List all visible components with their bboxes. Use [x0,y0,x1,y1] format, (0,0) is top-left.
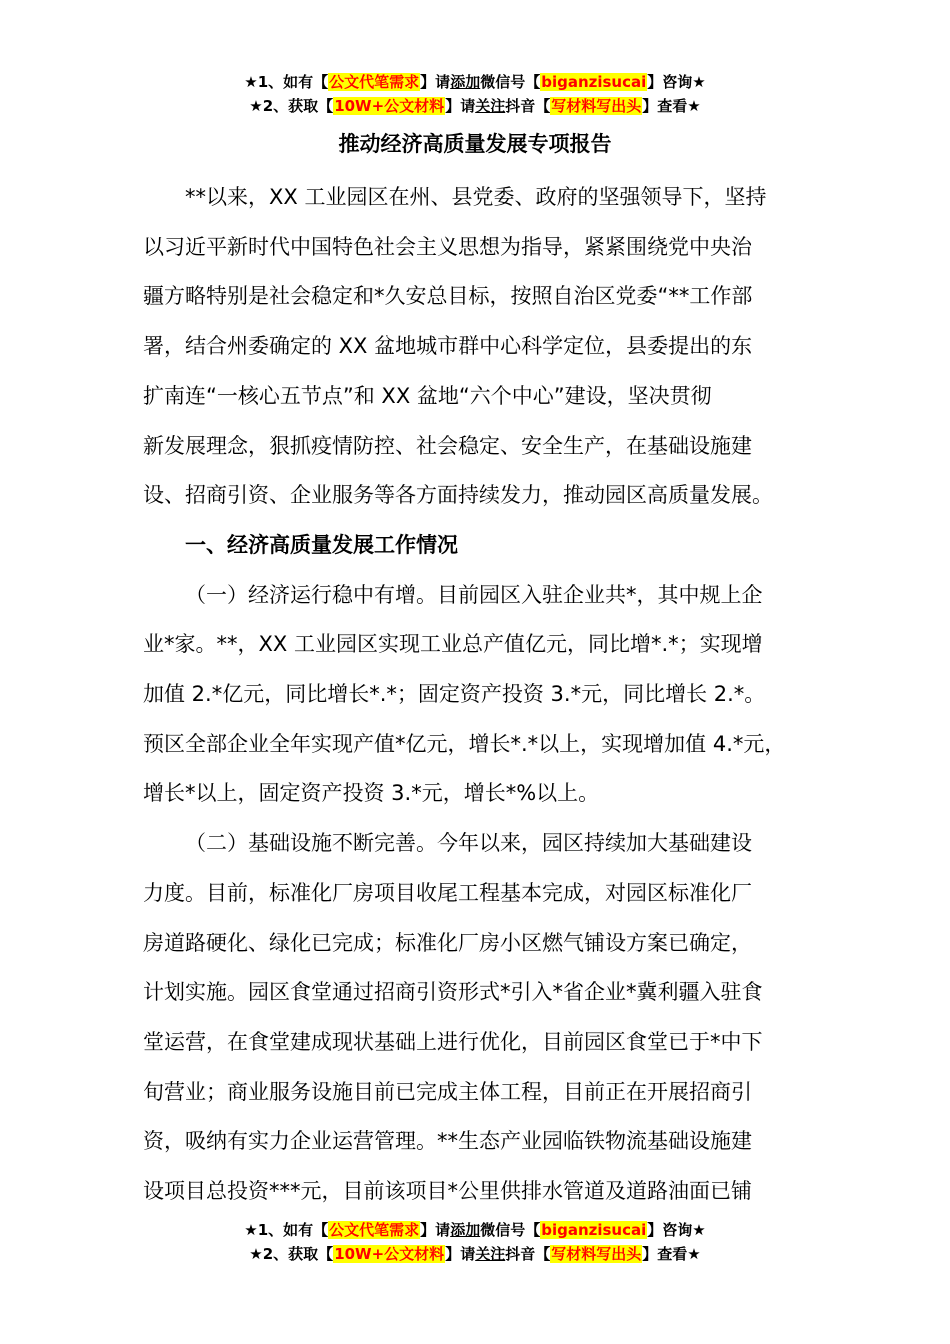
banner-highlight: 10W+公文材料 [334,97,445,115]
banner-highlight: 10W+公文材料 [334,1245,445,1263]
body-line: 署，结合州委确定的 XX 盆地城市群中心科学定位，县委提出的东 [143,334,753,359]
banner-text: 】咨询★ [647,1221,706,1239]
body-line: （一）经济运行稳中有增。目前园区入驻企业共*，其中规上企 [185,582,763,607]
body-line: （二）基础设施不断完善。今年以来，园区持续加大基础建设 [185,831,752,856]
body-line: 预区全部企业全年实现产值*亿元，增长*.*以上，实现增加值 4.*元， [143,731,786,756]
body-line: 增长*以上，固定资产投资 3.*元，增长*%以上。 [143,781,600,806]
body-line: 以习近平新时代中国特色社会主义思想为指导，紧紧围绕党中央治 [143,234,752,259]
banner-line-1 [0,70,950,94]
body-line: 堂运营，在食堂建成现状基础上进行优化，目前园区食堂已于*中下 [143,1029,763,1054]
body-line: 计划实施。园区食堂通过招商引资形式*引入*省企业*冀利疆入驻食 [143,980,763,1005]
banner-text: 抖音【 [505,97,551,115]
banner-text: 】请 [445,97,476,115]
body-line: 旬营业；商业服务设施目前已完成主体工程，目前正在开展招商引 [143,1079,752,1104]
body-line: 疆方略特别是社会稳定和*久安总目标，按照自治区党委“**工作部 [143,284,753,309]
footer-banner [0,1218,950,1266]
banner-text: ★1、如有【 [244,73,329,91]
body-line: 扩南连“一核心五节点”和 XX 盆地“六个中心”建设，坚决贯彻 [143,383,712,408]
document-title: 推动经济高质量发展专项报告 [338,132,612,156]
body-line: 业*家。**，XX 工业园区实现工业总产值亿元，同比增*.*；实现增 [143,632,763,657]
banner-text: ★2、获取【 [249,1245,334,1263]
document-body [143,173,833,1217]
body-line: **以来，XX 工业园区在州、县党委、政府的坚强领导下，坚持 [185,185,767,209]
banner-underline: 添加 [450,1221,481,1239]
banner-highlight: biganzisucai [541,73,647,91]
banner-text: ★2、获取【 [249,97,334,115]
banner-underline: 关注 [475,97,506,115]
body-line: 房道路硬化、绿化已完成；标准化厂房小区燃气铺设方案已确定， [143,930,752,955]
banner-text: 】请 [420,1221,451,1239]
banner-text: 】咨询★ [647,73,706,91]
header-banner [0,70,950,118]
banner-highlight: biganzisucai [541,1221,647,1239]
banner-line-2 [0,94,950,118]
banner-highlight: 公文代笔需求 [329,73,420,91]
body-line: 力度。目前，标准化厂房项目收尾工程基本完成，对园区标准化厂 [143,880,752,905]
banner-line-1 [0,1218,950,1242]
banner-text: 】查看★ [642,1245,701,1263]
banner-text: 微信号【 [480,1221,541,1239]
body-line: 设项目总投资***元，目前该项目*公里供排水管道及道路油面已铺 [143,1179,752,1204]
banner-highlight: 公文代笔需求 [329,1221,420,1239]
banner-text: 】查看★ [642,97,701,115]
body-line: 设、招商引资、企业服务等各方面持续发力，推动园区高质量发展。 [143,483,773,508]
body-line: 资，吸纳有实力企业运营管理。**生态产业园临铁物流基础设施建 [143,1129,752,1154]
body-line: 加值 2.*亿元，同比增长*.*；固定资产投资 3.*元，同比增长 2.*。 [143,682,766,707]
section-heading: 一、经济高质量发展工作情况 [185,532,458,557]
banner-text: ★1、如有【 [244,1221,329,1239]
banner-text: 】请 [445,1245,476,1263]
banner-text: 】请 [420,73,451,91]
banner-highlight: 写材料写出头 [551,1245,642,1263]
banner-highlight: 写材料写出头 [551,97,642,115]
banner-underline: 添加 [450,73,481,91]
body-line: 新发展理念，狠抓疫情防控、社会稳定、安全生产，在基础设施建 [143,433,752,458]
banner-text: 抖音【 [505,1245,551,1263]
banner-underline: 关注 [475,1245,506,1263]
banner-line-2 [0,1242,950,1266]
banner-text: 微信号【 [480,73,541,91]
